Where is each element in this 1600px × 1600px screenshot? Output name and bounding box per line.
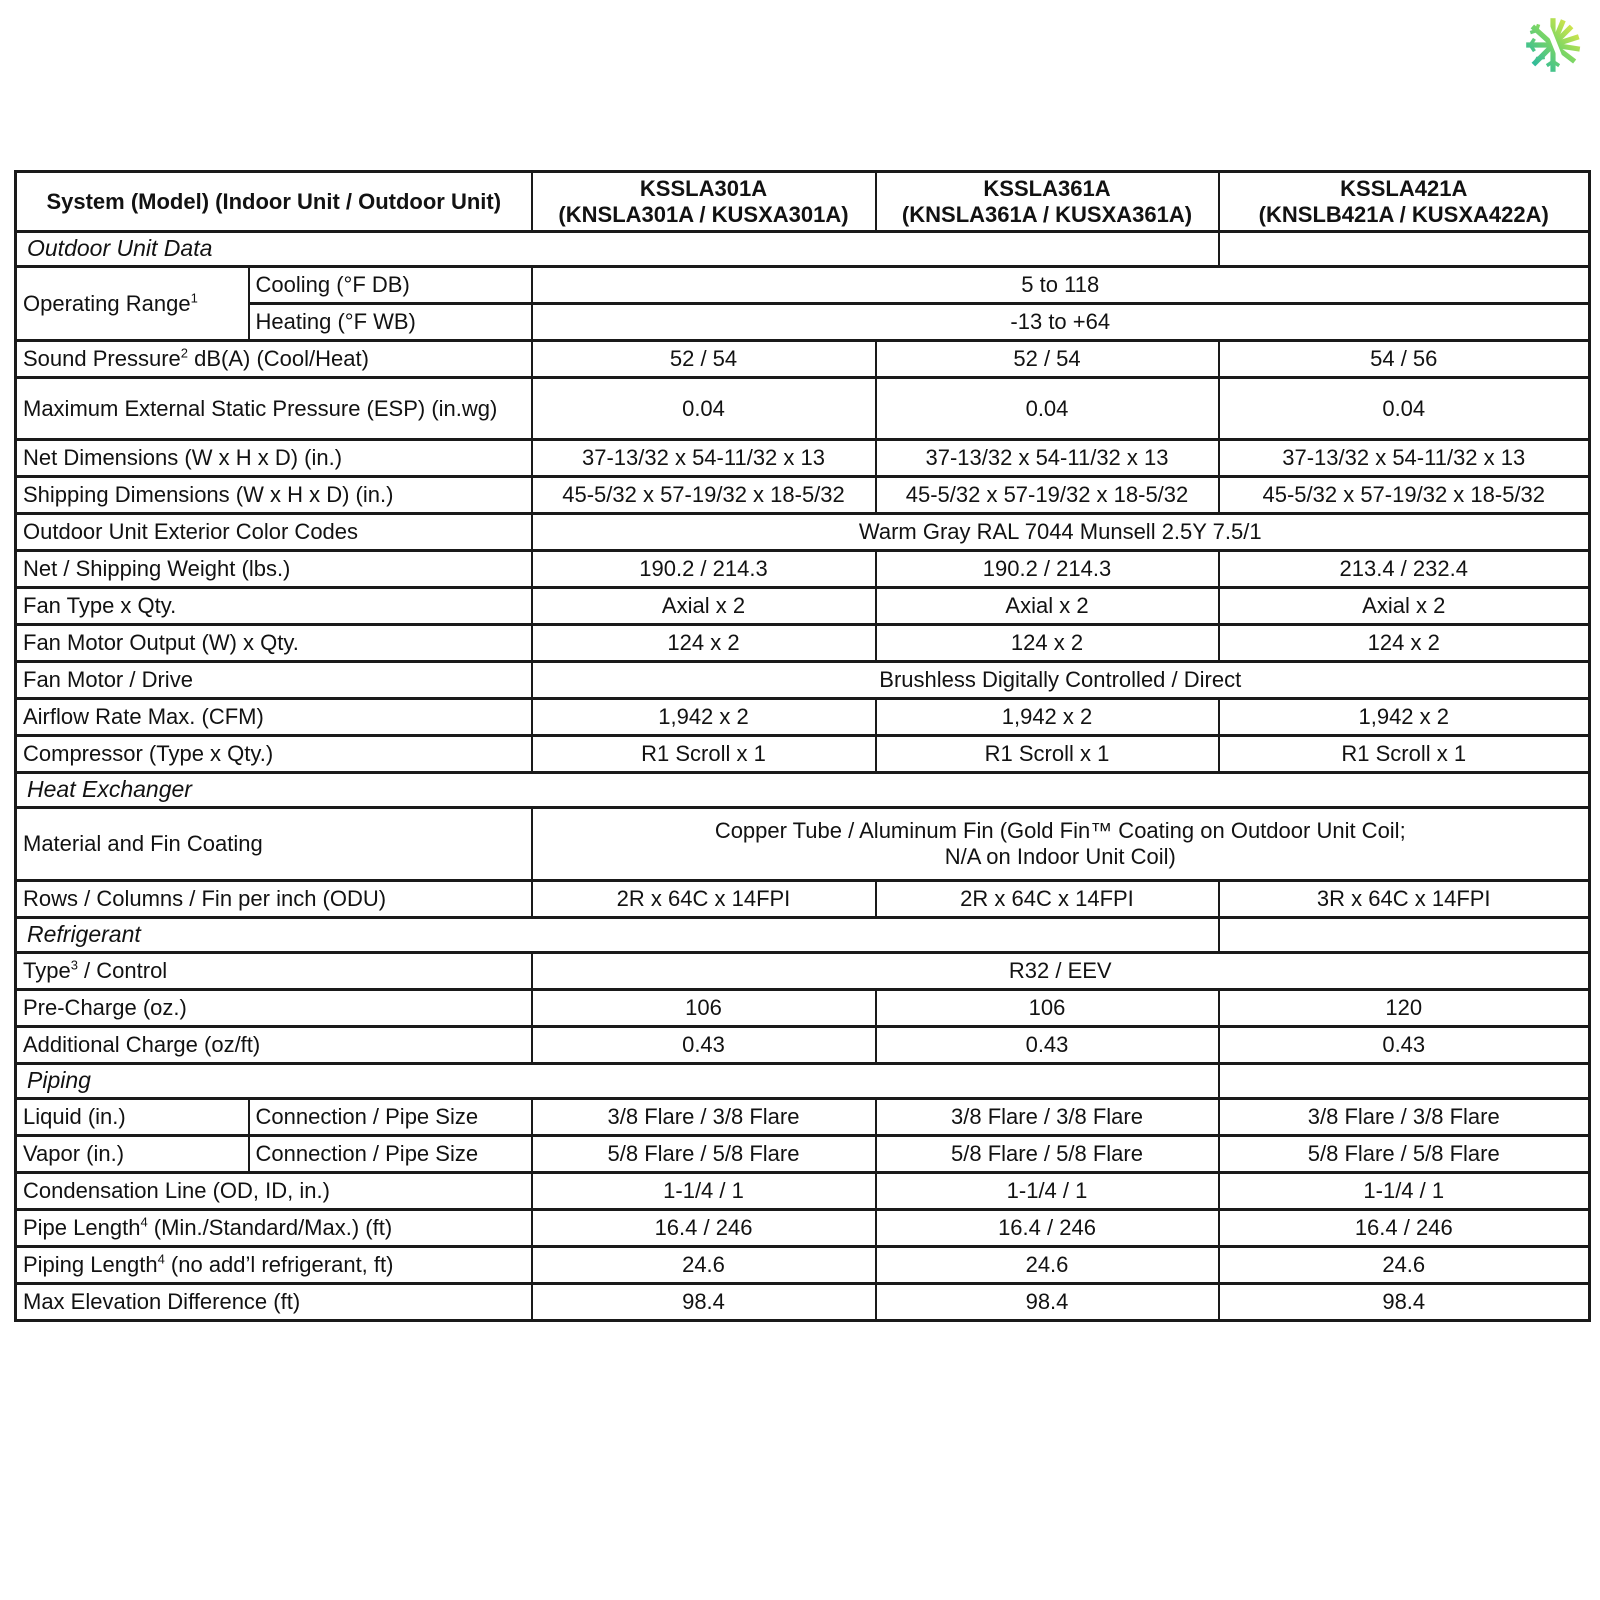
spec-value-cell: 37-13/32 x 54-11/32 x 13: [1219, 440, 1590, 477]
spec-value-cell: 190.2 / 214.3: [532, 551, 876, 588]
spec-value-cell: 54 / 56: [1219, 341, 1590, 378]
row-net-dimensions: [16, 440, 1590, 477]
spec-value-cell: 0.04: [1219, 378, 1590, 440]
value-material: [532, 808, 1590, 881]
section-refrigerant: [16, 918, 1590, 953]
label-text: Type: [23, 958, 71, 984]
section-empty-cell: [1219, 918, 1590, 953]
header-model-1: [532, 172, 876, 232]
row-label-net-dimensions: Net Dimensions (W x H x D) (in.): [16, 440, 532, 477]
row-piping-length: [16, 1247, 1590, 1284]
spec-value-cell: 1-1/4 / 1: [1219, 1173, 1590, 1210]
section-title: Piping: [16, 1064, 1219, 1099]
sublabel-cooling: Cooling (°F DB): [249, 267, 532, 304]
spec-value-cell: 5/8 Flare / 5/8 Flare: [1219, 1136, 1590, 1173]
section-title: Refrigerant: [16, 918, 1219, 953]
label-text: (Min./Standard/Max.) (ft): [147, 1215, 393, 1241]
model-units: (KNSLA361A / KUSXA361A): [901, 201, 1193, 227]
row-pipe-length: [16, 1210, 1590, 1247]
spec-value-cell: 3R x 64C x 14FPI: [1219, 881, 1590, 918]
row-airflow: [16, 699, 1590, 736]
label-text: Pipe Length: [23, 1215, 141, 1241]
row-label-material: Material and Fin Coating: [16, 808, 532, 881]
section-title: Heat Exchanger: [16, 773, 1590, 808]
section-empty-cell: [1219, 1064, 1590, 1099]
spec-value-cell: 120: [1219, 990, 1590, 1027]
row-liquid: [16, 1099, 1590, 1136]
row-color-codes: [16, 514, 1590, 551]
spec-table: [14, 170, 1591, 1322]
spec-value-cell: 106: [532, 990, 876, 1027]
spec-value-cell: 16.4 / 246: [876, 1210, 1219, 1247]
row-label-pre-charge: Pre-Charge (oz.): [16, 990, 532, 1027]
row-condensation: [16, 1173, 1590, 1210]
label-superscript: 1: [190, 290, 198, 306]
label-text: dB(A) (Cool/Heat): [188, 346, 369, 372]
snowflake-sun-logo: [1520, 12, 1586, 78]
spec-value-cell: 1,942 x 2: [532, 699, 876, 736]
row-fan-type: [16, 588, 1590, 625]
section-outdoor-unit-data: [16, 232, 1590, 267]
row-additional-charge: [16, 1027, 1590, 1064]
row-weight: [16, 551, 1590, 588]
label-superscript: 2: [180, 345, 188, 361]
row-label-compressor: Compressor (Type x Qty.): [16, 736, 532, 773]
spec-value-cell: R1 Scroll x 1: [532, 736, 876, 773]
value-fan-motor-drive: Brushless Digitally Controlled / Direct: [532, 662, 1590, 699]
row-label-rows-columns: Rows / Columns / Fin per inch (ODU): [16, 881, 532, 918]
spec-value-cell: 98.4: [532, 1284, 876, 1321]
header-model-2: [876, 172, 1219, 232]
spec-value-cell: 0.43: [876, 1027, 1219, 1064]
row-label-additional-charge: Additional Charge (oz/ft): [16, 1027, 532, 1064]
section-piping: [16, 1064, 1590, 1099]
spec-value-cell: 16.4 / 246: [532, 1210, 876, 1247]
label-superscript: 3: [70, 957, 78, 973]
row-label-esp: Maximum External Static Pressure (ESP) (in.wg): [16, 378, 532, 440]
row-label-max-elevation: Max Elevation Difference (ft): [16, 1284, 532, 1321]
section-empty-cell: [1219, 232, 1590, 267]
sublabel-heating: Heating (°F WB): [249, 304, 532, 341]
spec-value-cell: 5/8 Flare / 5/8 Flare: [532, 1136, 876, 1173]
row-label-type-control: [16, 953, 532, 990]
spec-value-cell: 37-13/32 x 54-11/32 x 13: [532, 440, 876, 477]
sublabel-connection-pipe-size: Connection / Pipe Size: [249, 1136, 532, 1173]
spec-value-cell: 1,942 x 2: [1219, 699, 1590, 736]
spec-value-cell: 0.43: [532, 1027, 876, 1064]
label-text: Sound Pressure: [23, 346, 181, 372]
spec-value-cell: R1 Scroll x 1: [876, 736, 1219, 773]
spec-value-cell: 124 x 2: [532, 625, 876, 662]
model-units: (KNSLA301A / KUSXA301A): [558, 201, 849, 227]
label-text: / Control: [77, 958, 168, 984]
spec-value-cell: 0.43: [1219, 1027, 1590, 1064]
row-vapor: [16, 1136, 1590, 1173]
spec-value-cell: 1,942 x 2: [876, 699, 1219, 736]
row-label-color-codes: Outdoor Unit Exterior Color Codes: [16, 514, 532, 551]
spec-value-cell: 5/8 Flare / 5/8 Flare: [876, 1136, 1219, 1173]
value-line-2: N/A on Indoor Unit Coil): [944, 844, 1176, 869]
spec-value-cell: 24.6: [876, 1247, 1219, 1284]
spec-value-cell: 1-1/4 / 1: [532, 1173, 876, 1210]
row-label-fan-type: Fan Type x Qty.: [16, 588, 532, 625]
spec-value-cell: 98.4: [1219, 1284, 1590, 1321]
spec-value-cell: 45-5/32 x 57-19/32 x 18-5/32: [1219, 477, 1590, 514]
value-cooling-range: 5 to 118: [532, 267, 1590, 304]
row-label-pipe-length: [16, 1210, 532, 1247]
row-sound-pressure: [16, 341, 1590, 378]
spec-value-cell: 2R x 64C x 14FPI: [876, 881, 1219, 918]
spec-value-cell: 2R x 64C x 14FPI: [532, 881, 876, 918]
spec-value-cell: 52 / 54: [532, 341, 876, 378]
spec-value-cell: 98.4: [876, 1284, 1219, 1321]
row-label-sound-pressure: [16, 341, 532, 378]
spec-value-cell: 3/8 Flare / 3/8 Flare: [1219, 1099, 1590, 1136]
row-label-liquid: Liquid (in.): [16, 1099, 249, 1136]
spec-value-cell: 124 x 2: [1219, 625, 1590, 662]
spec-value-cell: 24.6: [1219, 1247, 1590, 1284]
section-title: Outdoor Unit Data: [16, 232, 1219, 267]
row-label-airflow: Airflow Rate Max. (CFM): [16, 699, 532, 736]
row-label-condensation: Condensation Line (OD, ID, in.): [16, 1173, 532, 1210]
label-text: Operating Range: [23, 290, 191, 316]
spec-value-cell: 24.6: [532, 1247, 876, 1284]
row-max-elevation: [16, 1284, 1590, 1321]
label-superscript: 4: [140, 1214, 148, 1230]
sublabel-connection-pipe-size: Connection / Pipe Size: [249, 1099, 532, 1136]
row-pre-charge: [16, 990, 1590, 1027]
value-heating-range: -13 to +64: [532, 304, 1590, 341]
row-rows-columns: [16, 881, 1590, 918]
section-heat-exchanger: [16, 773, 1590, 808]
header-system-model: System (Model) (Indoor Unit / Outdoor Unit): [16, 172, 532, 232]
spec-value-cell: Axial x 2: [532, 588, 876, 625]
row-label-weight: Net / Shipping Weight (lbs.): [16, 551, 532, 588]
row-label-vapor: Vapor (in.): [16, 1136, 249, 1173]
model-units: (KNSLB421A / KUSXA422A): [1258, 201, 1549, 227]
row-type-control: [16, 953, 1590, 990]
row-label-fan-motor-drive: Fan Motor / Drive: [16, 662, 532, 699]
header-row: [16, 172, 1590, 232]
row-shipping-dimensions: [16, 477, 1590, 514]
spec-value-cell: 16.4 / 246: [1219, 1210, 1590, 1247]
spec-value-cell: 37-13/32 x 54-11/32 x 13: [876, 440, 1219, 477]
value-line-1: Copper Tube / Aluminum Fin (Gold Fin™ Coating on Outdoor Unit Coil;: [714, 818, 1406, 844]
row-compressor: [16, 736, 1590, 773]
row-label-fan-motor-output: Fan Motor Output (W) x Qty.: [16, 625, 532, 662]
spec-value-cell: 3/8 Flare / 3/8 Flare: [532, 1099, 876, 1136]
row-esp: [16, 378, 1590, 440]
spec-value-cell: 52 / 54: [876, 341, 1219, 378]
spec-value-cell: 106: [876, 990, 1219, 1027]
spec-value-cell: 213.4 / 232.4: [1219, 551, 1590, 588]
spec-value-cell: 124 x 2: [876, 625, 1219, 662]
row-label-shipping-dimensions: Shipping Dimensions (W x H x D) (in.): [16, 477, 532, 514]
spec-value-cell: R1 Scroll x 1: [1219, 736, 1590, 773]
value-type-control: R32 / EEV: [532, 953, 1590, 990]
row-operating-range-cooling: [16, 267, 1590, 304]
model-name: KSSLA361A: [983, 175, 1111, 201]
row-operating-range-heating: [16, 304, 1590, 341]
value-color-codes: Warm Gray RAL 7044 Munsell 2.5Y 7.5/1: [532, 514, 1590, 551]
model-name: KSSLA301A: [639, 175, 768, 201]
spec-value-cell: 45-5/32 x 57-19/32 x 18-5/32: [876, 477, 1219, 514]
spec-value-cell: 0.04: [532, 378, 876, 440]
spec-value-cell: Axial x 2: [876, 588, 1219, 625]
row-fan-motor-drive: [16, 662, 1590, 699]
label-text: (no add’l refrigerant, ft): [164, 1252, 394, 1278]
spec-value-cell: 1-1/4 / 1: [876, 1173, 1219, 1210]
spec-value-cell: 190.2 / 214.3: [876, 551, 1219, 588]
spec-value-cell: 3/8 Flare / 3/8 Flare: [876, 1099, 1219, 1136]
spec-value-cell: 45-5/32 x 57-19/32 x 18-5/32: [532, 477, 876, 514]
label-text: Piping Length: [23, 1252, 158, 1278]
row-fan-motor-output: [16, 625, 1590, 662]
spec-value-cell: 0.04: [876, 378, 1219, 440]
row-material: [16, 808, 1590, 881]
row-label-piping-length: [16, 1247, 532, 1284]
header-model-3: [1219, 172, 1590, 232]
row-label-operating-range: [16, 267, 249, 341]
model-name: KSSLA421A: [1340, 175, 1468, 201]
label-superscript: 4: [157, 1251, 165, 1267]
spec-value-cell: Axial x 2: [1219, 588, 1590, 625]
